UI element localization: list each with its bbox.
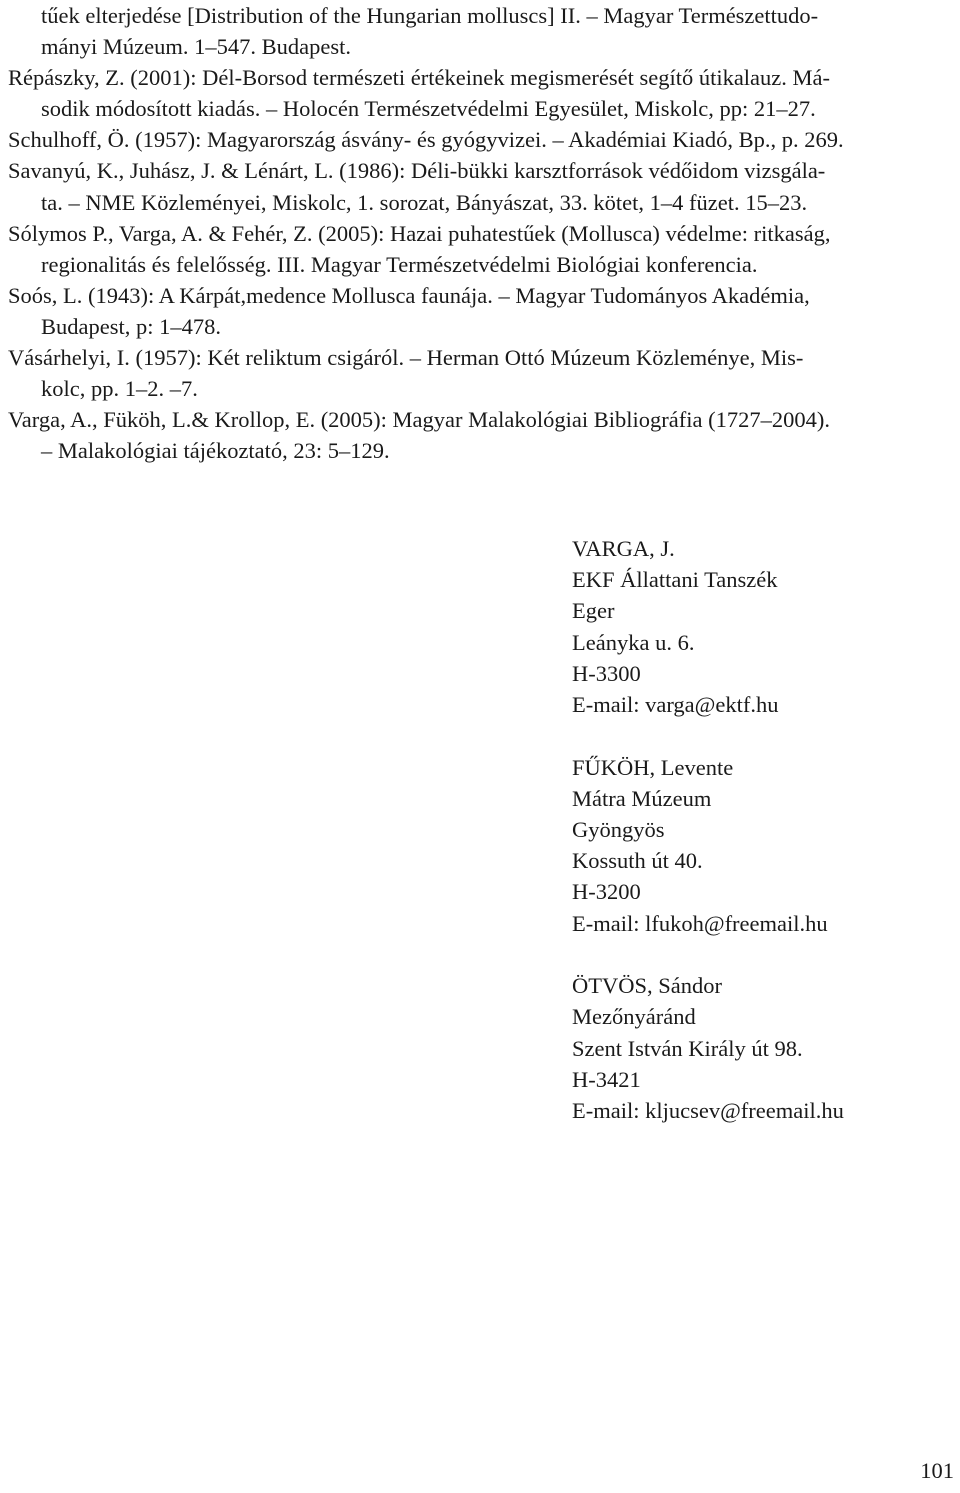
reference-line: – Malakológiai tájékoztató, 23: 5–129.: [41, 438, 390, 464]
reference-line: ta. – NME Közleményei, Miskolc, 1. sorozat, Bányászat, 33. kötet, 1–4 füzet. 15–23.: [41, 189, 808, 215]
author-addresses: [572, 533, 952, 1158]
reference-line: Schulhoff, Ö. (1957): Magyarország ásvány- és gyógyvizei. – Akadémiai Kiadó, Bp., p. 269.: [8, 127, 844, 153]
author-institution: Mátra Múzeum: [572, 785, 712, 811]
reference-line: Savanyú, K., Juhász, J. & Lénárt, L. (1986): Déli-bükki karsztforrások védőidom vizsgála-: [8, 158, 826, 184]
author-name: FŰKÖH, Levente: [572, 754, 734, 780]
author-postcode: H-3300: [572, 660, 641, 686]
reference-list: [8, 0, 958, 466]
reference-line: Budapest, p: 1–478.: [41, 313, 221, 339]
author-city: Mezőnyáránd: [572, 1004, 696, 1030]
page-number: 101: [920, 1458, 954, 1483]
author-postcode: H-3200: [572, 879, 641, 905]
author-name: VARGA, J.: [572, 536, 675, 561]
author-email: E-mail: varga@ektf.hu: [572, 692, 779, 718]
author-institution: EKF Állattani Tanszék: [572, 567, 778, 593]
author-address-block: [572, 533, 952, 720]
author-postcode: H-3421: [572, 1066, 641, 1092]
author-street: Szent István Király út 98.: [572, 1035, 803, 1061]
reference-line: regionalitás és felelősség. III. Magyar Természetvédelmi Biológiai konferencia.: [41, 251, 758, 277]
author-city: Gyöngyös: [572, 817, 665, 843]
author-street: Kossuth út 40.: [572, 848, 703, 874]
reference-line: Soós, L. (1943): A Kárpát,medence Mollusca faunája. – Magyar Tudományos Akadémia,: [8, 282, 810, 308]
reference-line: Sólymos P., Varga, A. & Fehér, Z. (2005): Hazai puhatestűek (Mollusca) védelme: ritkaság,: [8, 220, 831, 246]
reference-line: Répászky, Z. (2001): Dél-Borsod természeti értékeinek megismerését segítő útikalauz. Má-: [8, 65, 831, 91]
author-name: ÖTVÖS, Sándor: [572, 973, 722, 999]
author-address-block: [572, 970, 952, 1126]
reference-line: sodik módosított kiadás. – Holocén Természetvédelmi Egyesület, Miskolc, pp: 21–27.: [41, 96, 816, 122]
reference-line: kolc, pp. 1–2. –7.: [41, 376, 198, 402]
reference-line: tűek elterjedése [Distribution of the Hungarian molluscs] II. – Magyar Természettudo-: [41, 3, 819, 28]
author-email: E-mail: kljucsev@freemail.hu: [572, 1098, 844, 1124]
author-email: E-mail: lfukoh@freemail.hu: [572, 910, 828, 936]
author-address-block: [572, 752, 952, 939]
reference-line: Varga, A., Füköh, L.& Krollop, E. (2005): Magyar Malakológiai Bibliográfia (1727–2004).: [8, 407, 830, 433]
author-street: Leányka u. 6.: [572, 629, 695, 655]
reference-line: Vásárhelyi, I. (1957): Két reliktum csigáról. – Herman Ottó Múzeum Közleménye, Mis-: [8, 345, 804, 371]
reference-line: mányi Múzeum. 1–547. Budapest.: [41, 34, 351, 60]
author-city: Eger: [572, 598, 615, 624]
